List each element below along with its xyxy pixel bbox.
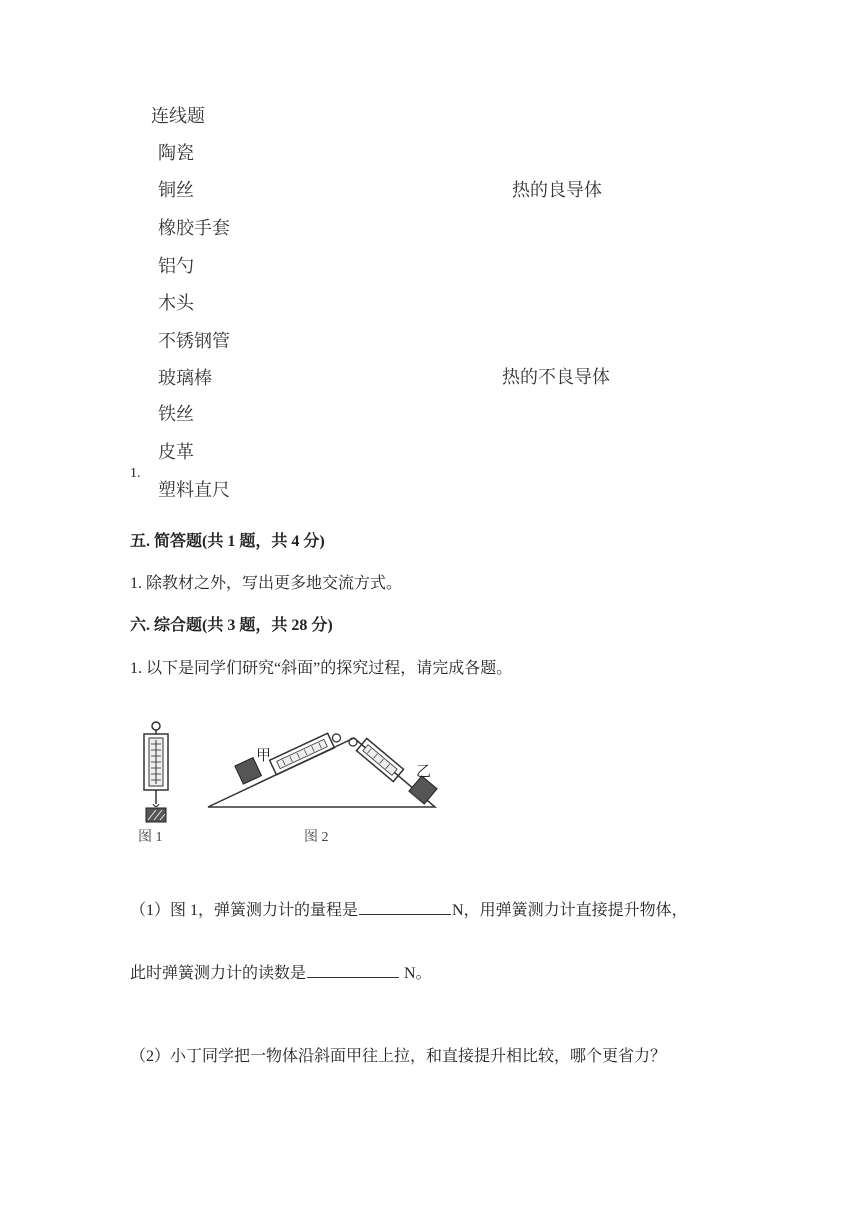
fig1-caption: 图 1 [138,830,163,845]
answer-blank-range[interactable] [359,900,451,915]
subquestion-2: （2）小丁同学把一物体沿斜面甲往上拉，和直接提升相比较，哪个更省力？ [130,1048,667,1065]
section6-heading: 六. 综合题(共 3 题，共 28 分) [130,617,333,634]
subquestion-1-line1 [130,897,688,920]
subquestion-1-text-b: N，用弹簧测力计直接提升物体， [452,902,688,919]
label-jia: 甲 [256,746,272,764]
label-yi: 乙 [416,762,432,780]
answer-blank-reading[interactable] [307,963,399,978]
subquestion-1-line2 [130,960,432,983]
left-item: 陶瓷 [158,143,194,164]
fig2-caption: 图 2 [304,830,329,845]
left-item: 玻璃棒 [158,368,212,389]
right-item-good-conductor: 热的良导体 [512,180,602,201]
question-number: 1. [130,466,141,481]
left-item: 不锈钢管 [158,331,230,352]
subquestion-1-text-c: 此时弹簧测力计的读数是 [130,965,307,982]
left-item: 塑料直尺 [158,480,230,501]
incline-figure [132,718,442,848]
left-item: 皮革 [158,442,194,463]
left-item: 铝勺 [158,256,194,277]
right-item-poor-conductor: 热的不良导体 [502,367,610,388]
incline-fig2 [208,729,437,807]
matching-title: 连线题 [151,106,205,127]
left-item: 铁丝 [158,404,194,425]
subquestion-1-text-a: （1）图 1，弹簧测力计的量程是 [130,902,359,919]
section6-question: 1. 以下是同学们研究“斜面”的探究过程，请完成各题。 [130,660,513,677]
section5-question: 1. 除教材之外，写出更多地交流方式。 [130,575,403,592]
incline-figure-drawing [132,718,442,848]
section5-heading: 五. 简答题(共 1 题，共 4 分) [130,533,325,550]
left-item: 铜丝 [158,180,194,201]
spring-scale-fig1 [144,722,168,822]
left-item: 橡胶手套 [158,218,230,239]
left-item: 木头 [158,293,194,314]
subquestion-1-text-d: N。 [400,965,432,982]
